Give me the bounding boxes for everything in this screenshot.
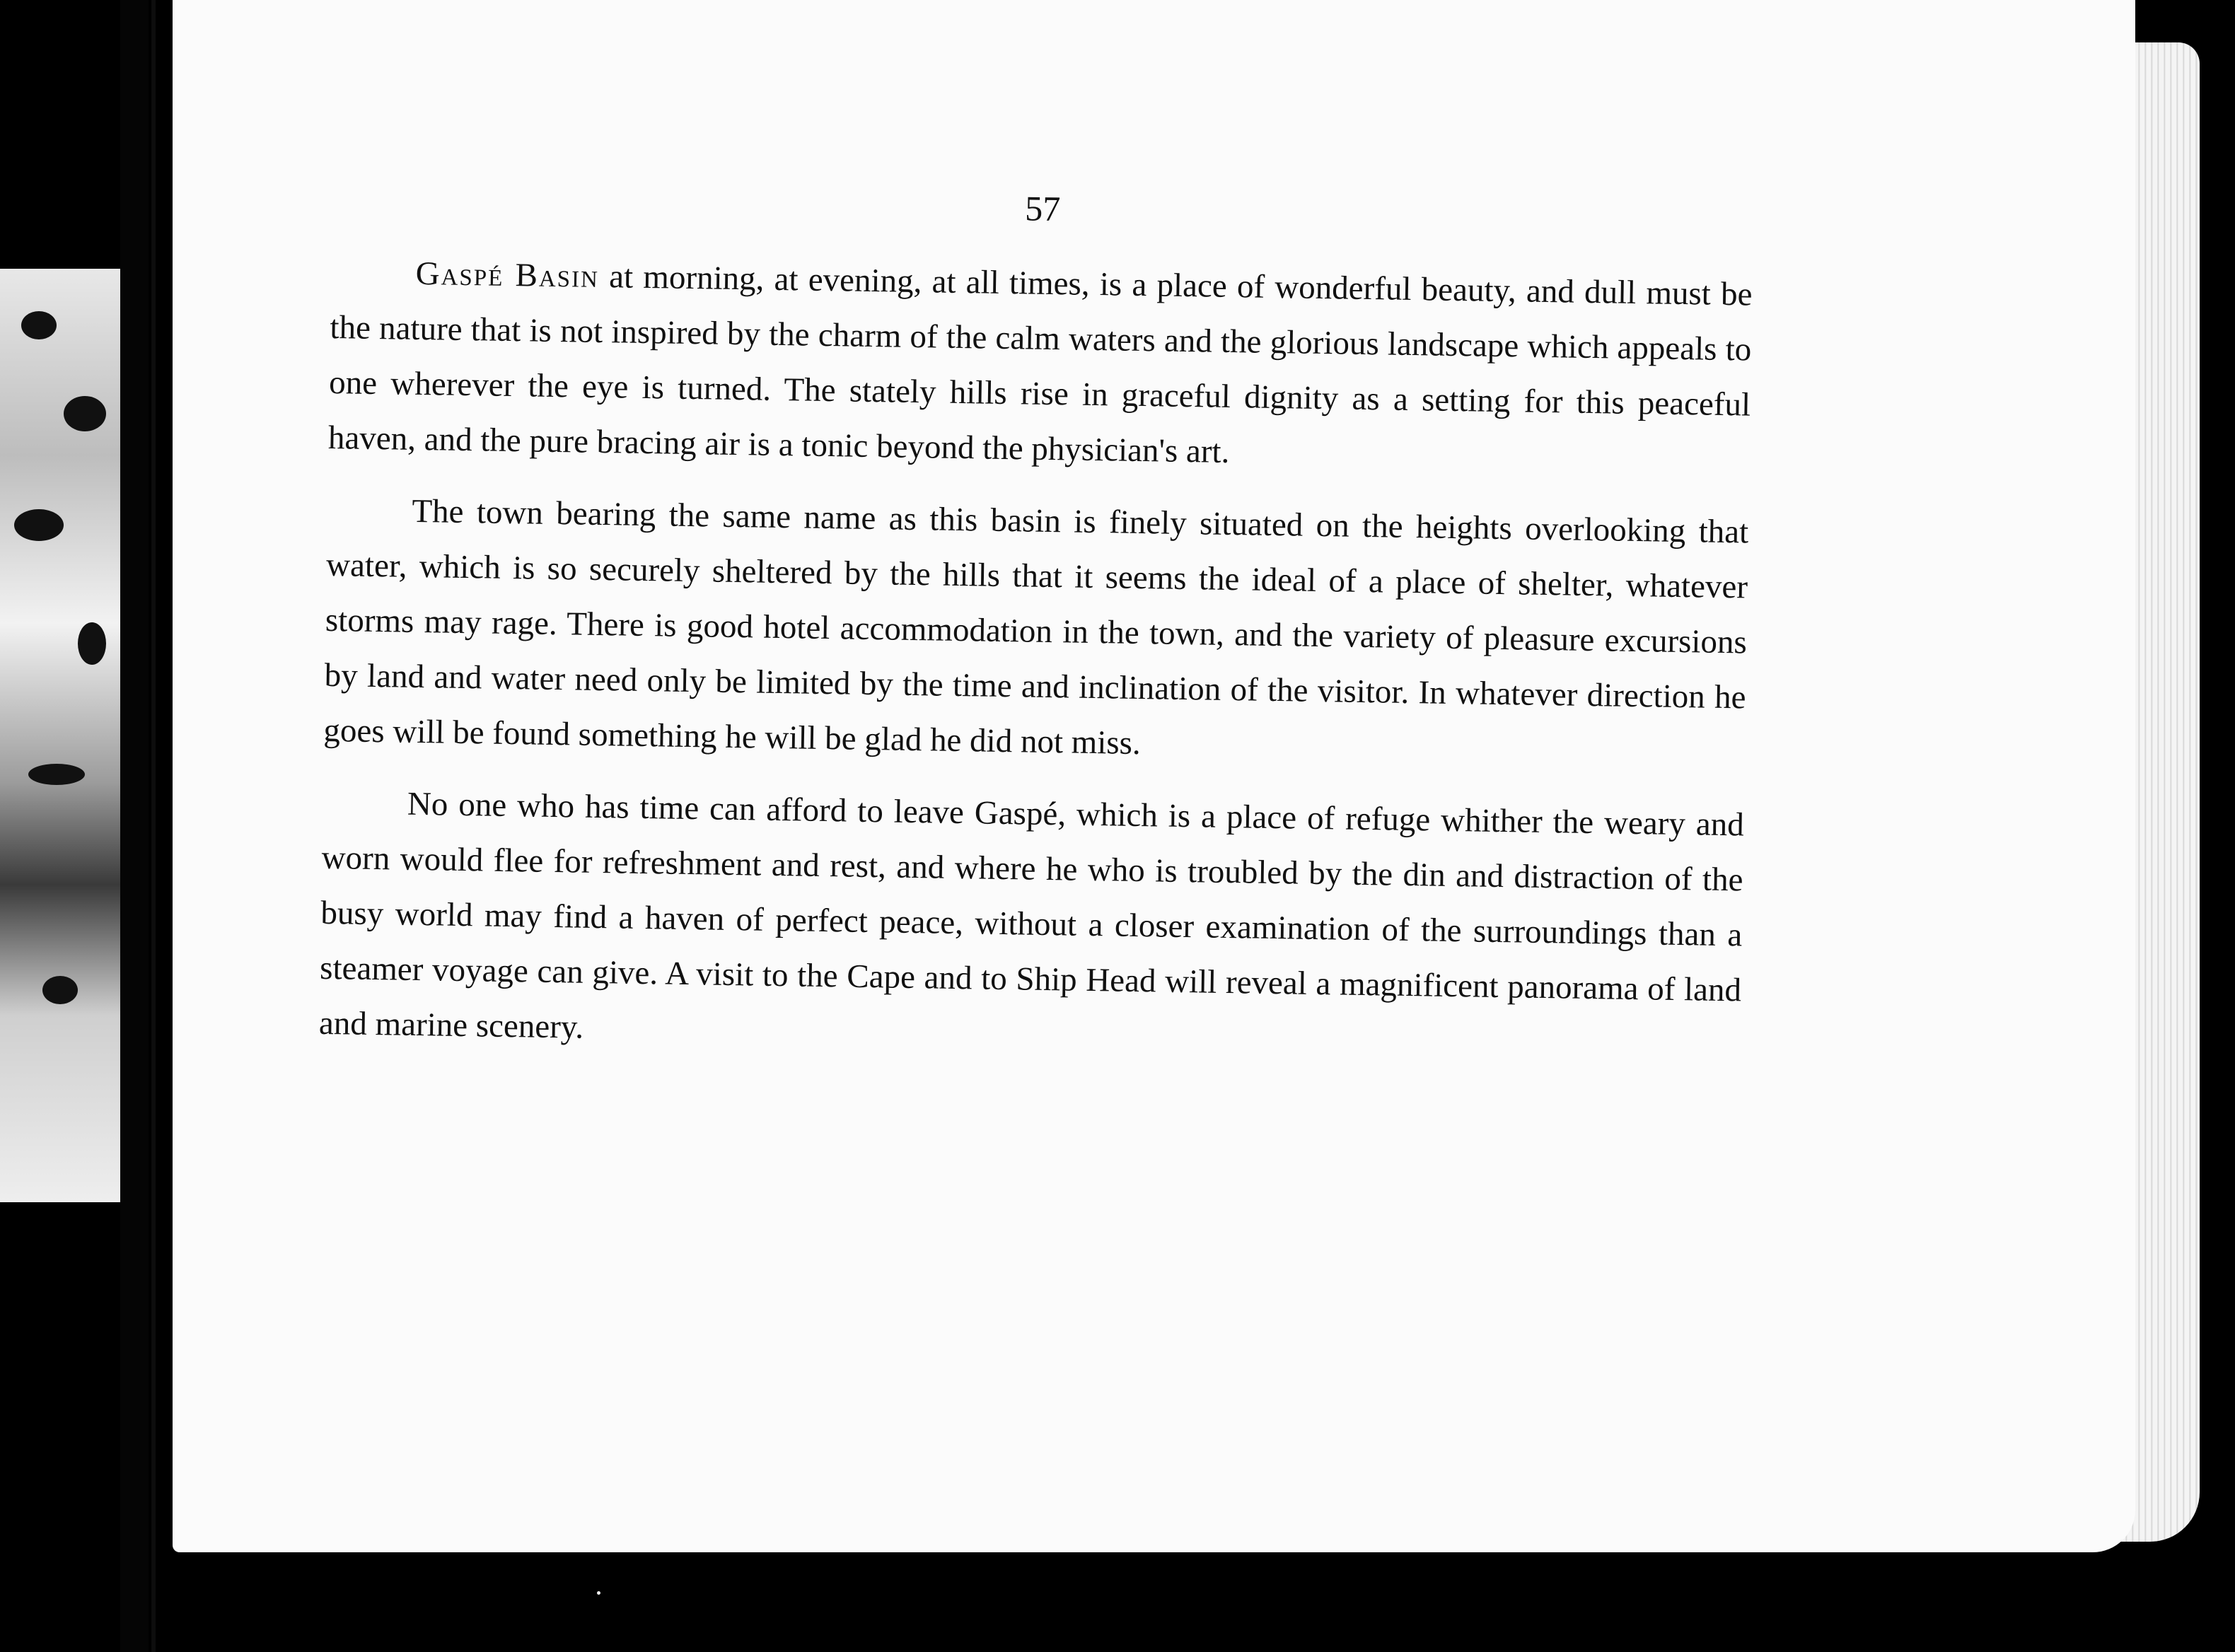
- book-gutter: [120, 0, 149, 1652]
- paragraph-lead: Gaspé Basin: [415, 255, 600, 295]
- page-number: 57: [1024, 188, 1061, 229]
- paragraph-3: No one who has time can afford to leave Gaspé, which is a place of refuge whither the weary and worn would flee for refreshment and rest, and where he who is troubled by the din and distraction of the busy world may find a haven of perfect peace, without a closer examination of the surroundings than a steamer voyage can give. A visit to the Cape and to Ship Head will reveal a magnificent panorama of land and marine scenery.: [318, 785, 1745, 1046]
- page-text: [318, 170, 1754, 1090]
- paragraph-1: [327, 245, 1753, 488]
- photo-foliage: [14, 509, 64, 541]
- photo-foliage: [28, 764, 85, 785]
- paragraph-2: The town bearing the same name as this basin is finely situated on the heights overlooking that water, which is so securely sheltered by the hills that it seems the ideal of a place of shelter, whatever storms may rage. There is good hotel accommodation in the town, and the variety of pleasure excursions by land and water need only be limited by the time and inclination of the visitor. In whatever direction he goes will be found something he will be glad he did not miss.: [323, 492, 1749, 762]
- adjacent-page-photo: [0, 269, 120, 1202]
- photo-foliage: [42, 976, 78, 1004]
- paragraph-text: at morning, at evening, at all times, is a place of wonderful beauty, and dull must be the nature that is not inspired by the charm of the calm waters and the glorious landscape which appeals to one wherever the eye is turned. The stately hills rise in graceful dignity as a setting for this peaceful haven, and the pure bracing air is a tonic beyond the physician's art.: [327, 257, 1753, 470]
- spine-line: [151, 0, 156, 1652]
- photo-foliage: [21, 311, 57, 339]
- page-speck: [597, 1591, 600, 1595]
- photo-foliage: [78, 622, 106, 665]
- photo-foliage: [64, 396, 106, 431]
